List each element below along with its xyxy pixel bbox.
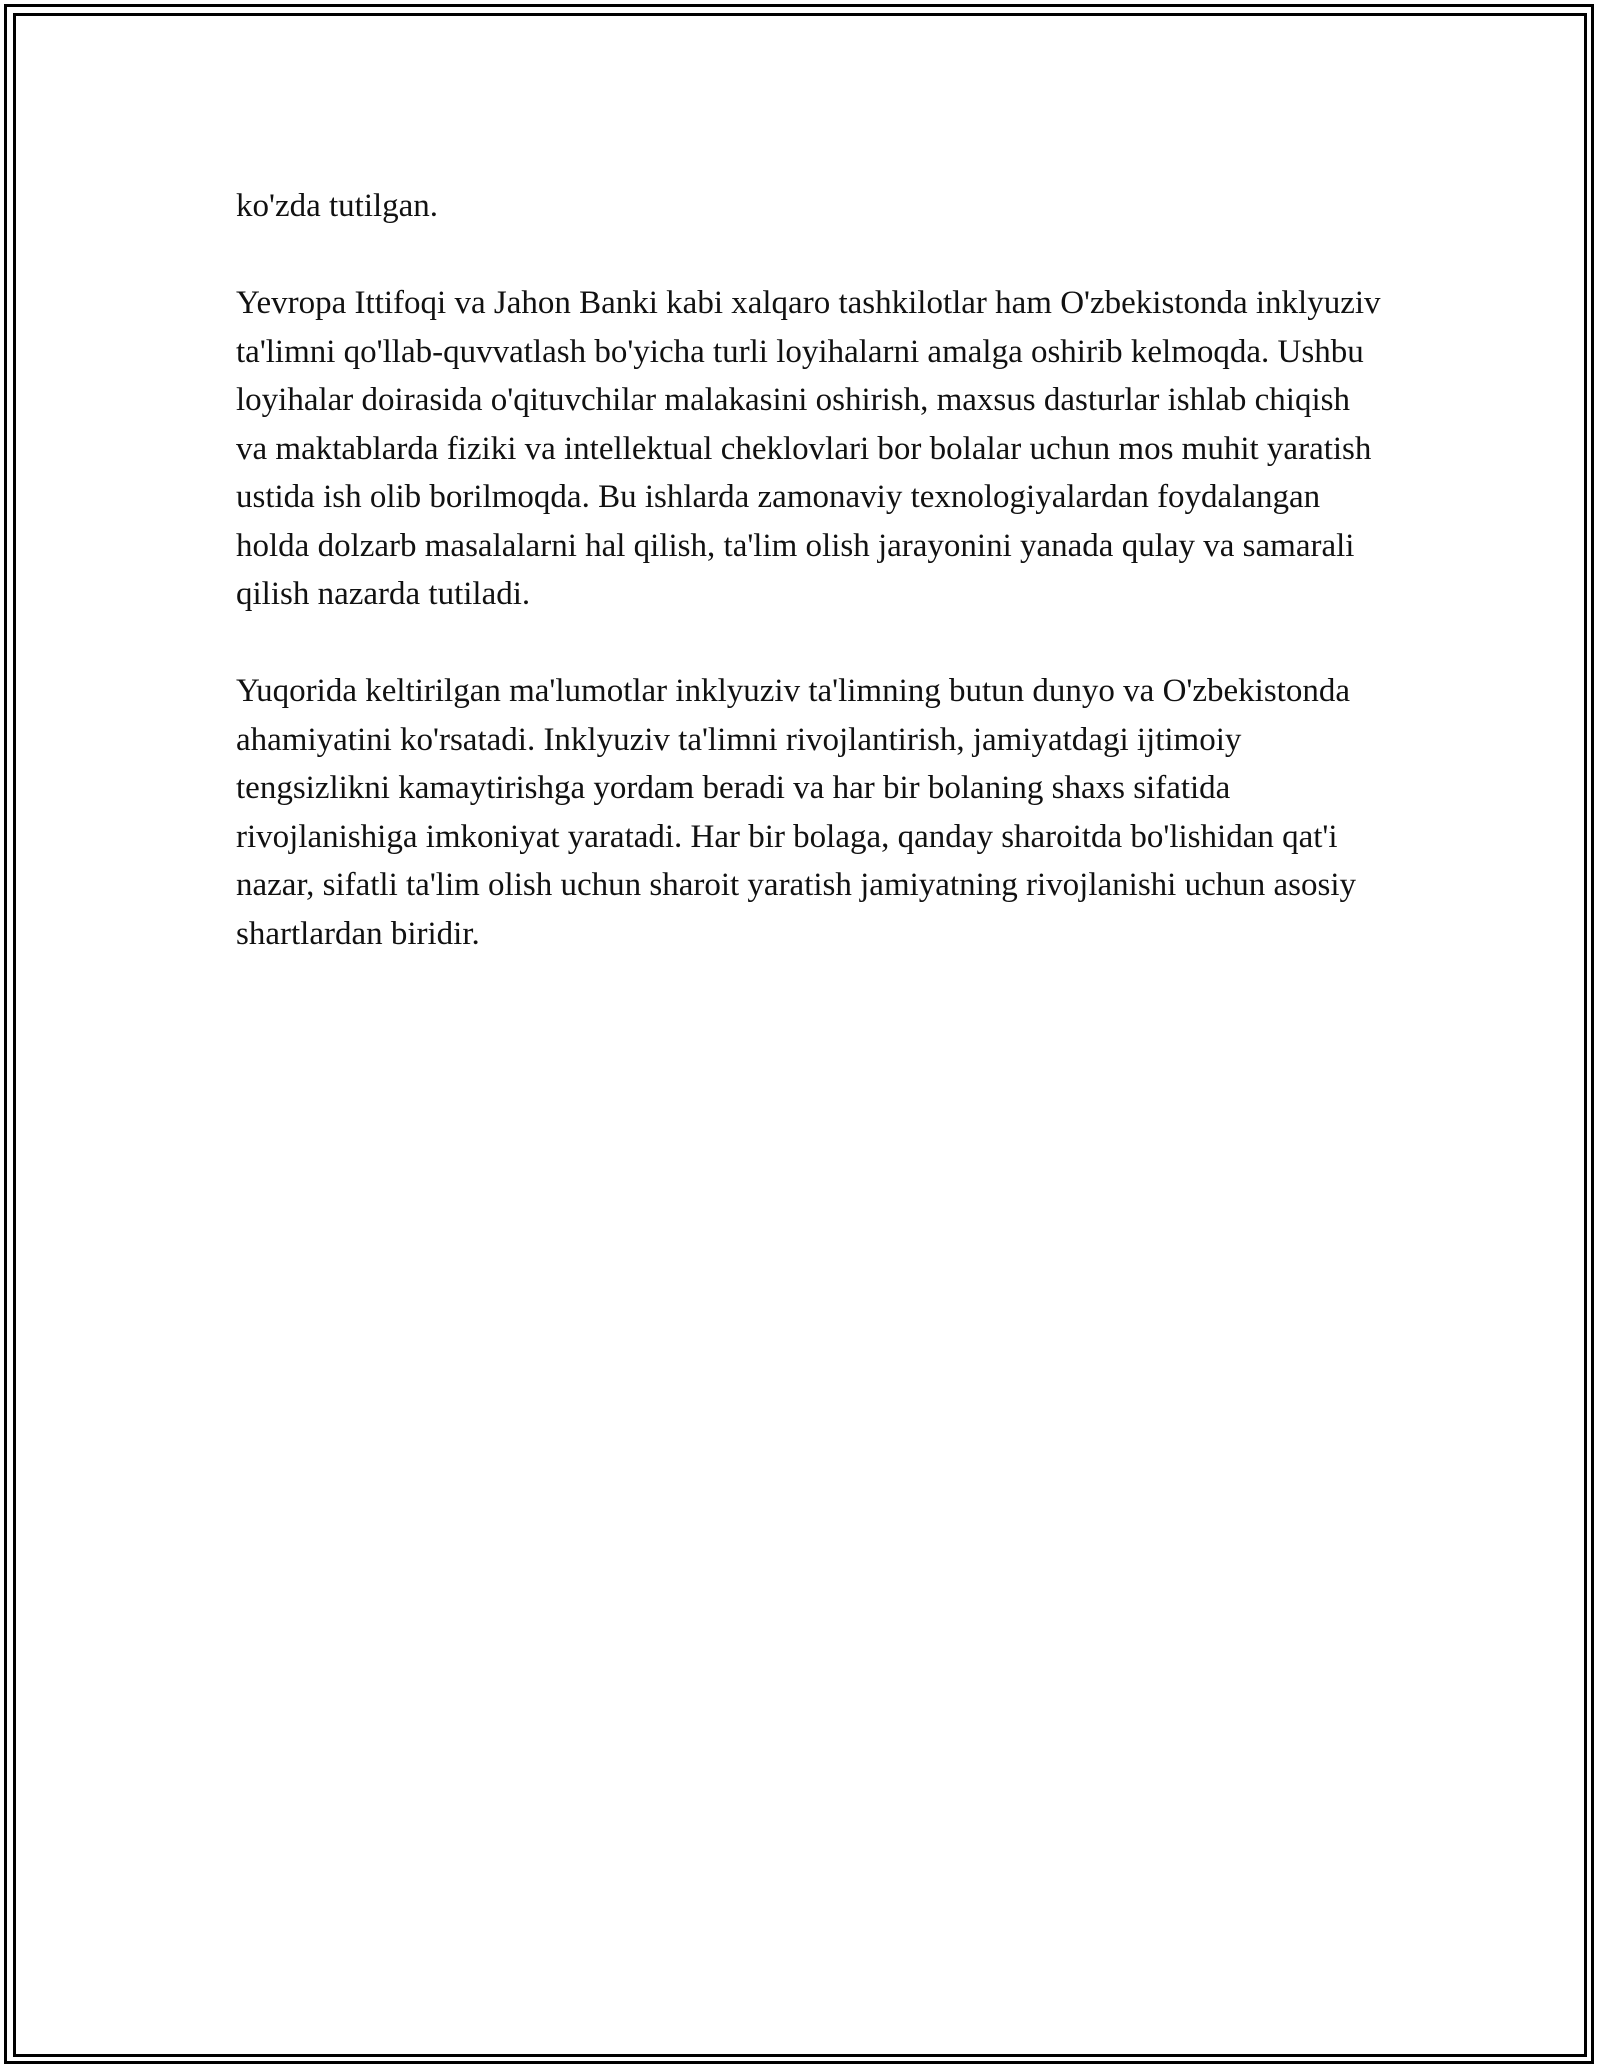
paragraph-international-organizations: Yevropa Ittifoqi va Jahon Banki kabi xalqaro tashkilotlar ham O'zbekistonda inklyuziv ta'limni qo'llab-quvvatlash bo'yicha turli loyihalarni amalga oshirib kelmoqda. Ushbu loyihalar doirasida o'qituvchilar malakasini oshirish, maxsus dasturlar ishlab chiqish va maktablarda fiziki va intellektual cheklovlari bor bolalar uchun mos muhit yaratish ustida ish olib borilmoqda. Bu ishlarda zamonaviy texnologiyalardan foydalangan holda dolzarb masalalarni hal qilish, ta'lim olish jarayonini yanada qulay va samarali qilish nazarda tutiladi.	[236, 285, 1381, 612]
paragraph-conclusion: Yuqorida keltirilgan ma'lumotlar inklyuziv ta'limning butun dunyo va O'zbekistonda ahamiyatini ko'rsatadi. Inklyuziv ta'limni rivojlantirish, jamiyatdagi ijtimoiy tengsizlikni kamaytirishga yordam beradi va har bir bolaning shaxs sifatida rivojlanishiga imkoniyat yaratadi. Har bir bolaga, qanday sharoitda bo'lishidan qat'i nazar, sifatli ta'lim olish uchun sharoit yaratish jamiyatning rivojlanishi uchun asosiy shartlardan biridir.	[236, 673, 1356, 952]
document-body	[236, 182, 1386, 1007]
paragraph-continuation: ko'zda tutilgan.	[236, 188, 439, 224]
